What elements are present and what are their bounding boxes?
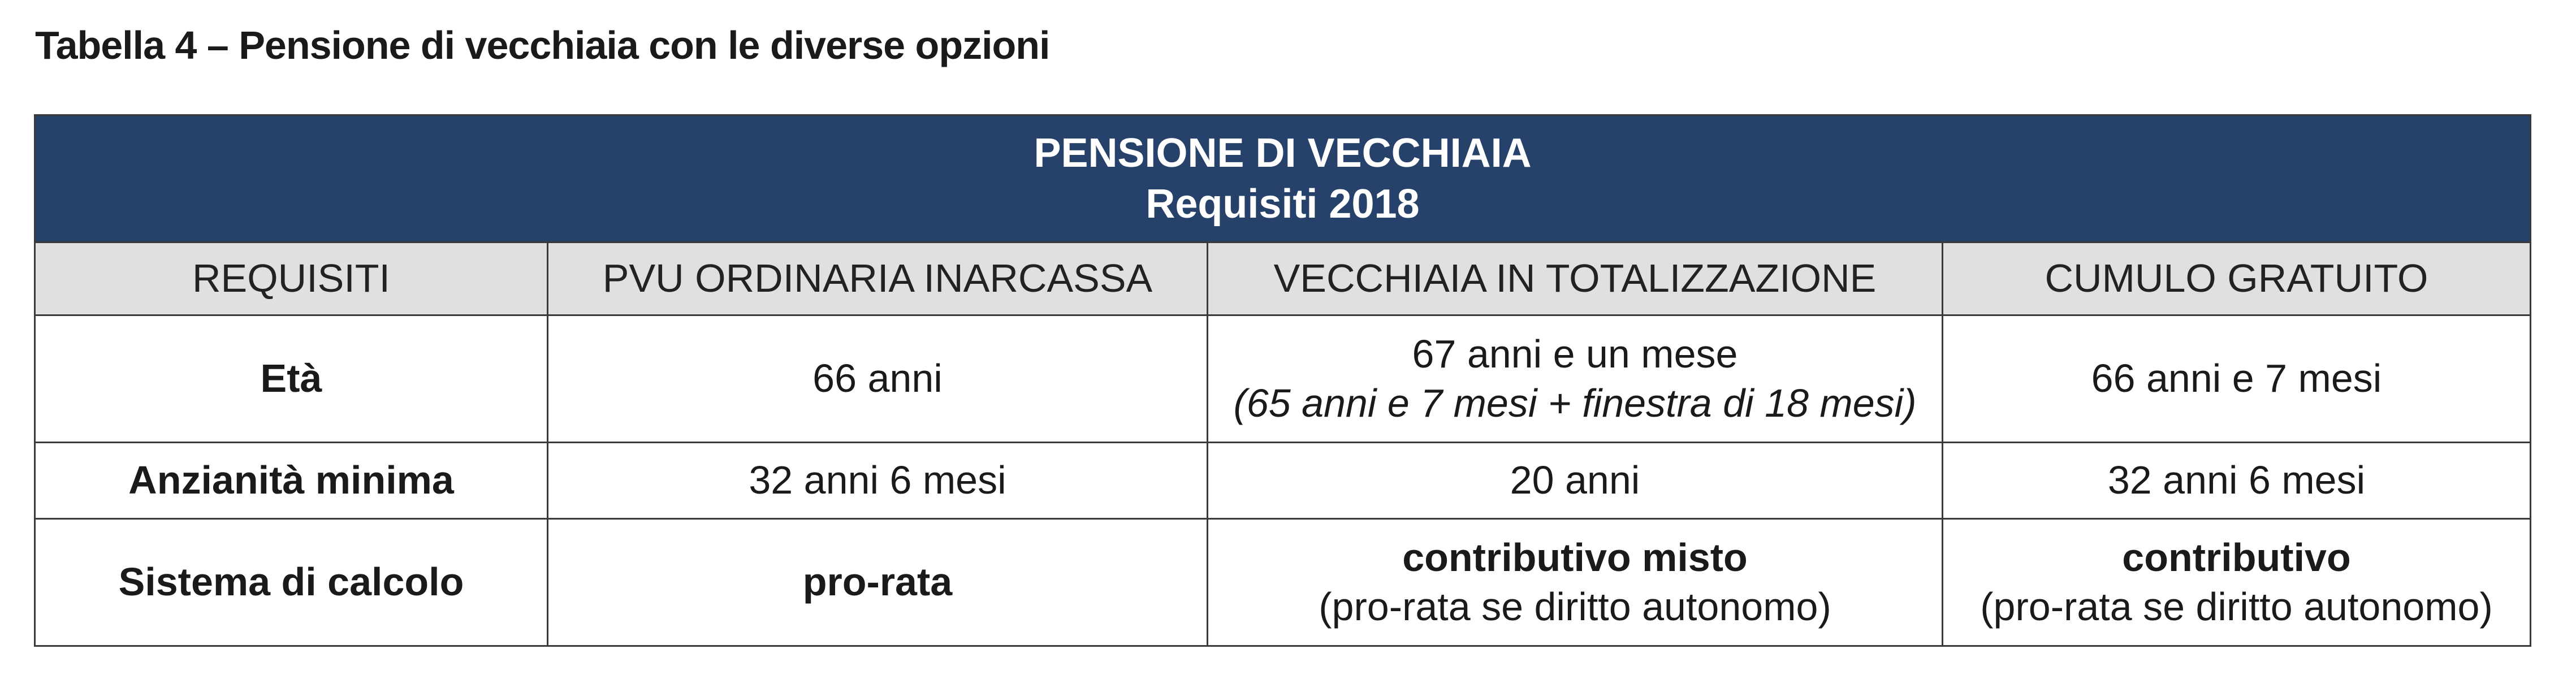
row-label-eta: Età bbox=[35, 315, 548, 443]
cell-eta-pvu: 66 anni bbox=[548, 315, 1208, 443]
cell-sistema-totalizzazione bbox=[1208, 519, 1943, 646]
cell-anzianita-pvu: 32 anni 6 mesi bbox=[548, 443, 1208, 519]
banner-title: PENSIONE DI VECCHIAIA bbox=[1034, 131, 1532, 176]
table-row bbox=[35, 315, 2531, 443]
column-header-cumulo: CUMULO GRATUITO bbox=[1943, 243, 2531, 315]
row-label-sistema: Sistema di calcolo bbox=[35, 519, 548, 646]
cell-eta-cumulo: 66 anni e 7 mesi bbox=[1943, 315, 2531, 443]
banner-row bbox=[35, 115, 2531, 243]
cell-anzianita-cumulo: 32 anni 6 mesi bbox=[1943, 443, 2531, 519]
table-caption: Tabella 4 – Pensione di vecchiaia con le diverse opzioni bbox=[35, 23, 1050, 67]
cell-sistema-cumulo-note: (pro-rata se diritto autonomo) bbox=[1980, 585, 2493, 629]
cell-sistema-totalizzazione-value: contributivo misto bbox=[1402, 535, 1748, 579]
column-header-pvu: PVU ORDINARIA INARCASSA bbox=[548, 243, 1208, 315]
column-header-totalizzazione: VECCHIAIA IN TOTALIZZAZIONE bbox=[1208, 243, 1943, 315]
cell-anzianita-totalizzazione: 20 anni bbox=[1208, 443, 1943, 519]
pension-requirements-table bbox=[34, 114, 2531, 647]
row-label-anzianita: Anzianità minima bbox=[35, 443, 548, 519]
table-row bbox=[35, 519, 2531, 646]
column-header-requisiti: REQUISITI bbox=[35, 243, 548, 315]
cell-eta-totalizzazione-value: 67 anni e un mese bbox=[1412, 331, 1738, 376]
cell-eta-totalizzazione-note: (65 anni e 7 mesi + finestra di 18 mesi) bbox=[1233, 381, 1917, 425]
table-row bbox=[35, 443, 2531, 519]
column-header-row bbox=[35, 243, 2531, 315]
cell-sistema-pvu: pro-rata bbox=[548, 519, 1208, 646]
banner-subtitle: Requisiti 2018 bbox=[1146, 181, 1420, 227]
cell-sistema-totalizzazione-note: (pro-rata se diritto autonomo) bbox=[1319, 585, 1831, 629]
cell-eta-totalizzazione bbox=[1208, 315, 1943, 443]
cell-sistema-cumulo bbox=[1943, 519, 2531, 646]
table-banner bbox=[35, 115, 2531, 243]
cell-sistema-cumulo-value: contributivo bbox=[2122, 535, 2351, 579]
